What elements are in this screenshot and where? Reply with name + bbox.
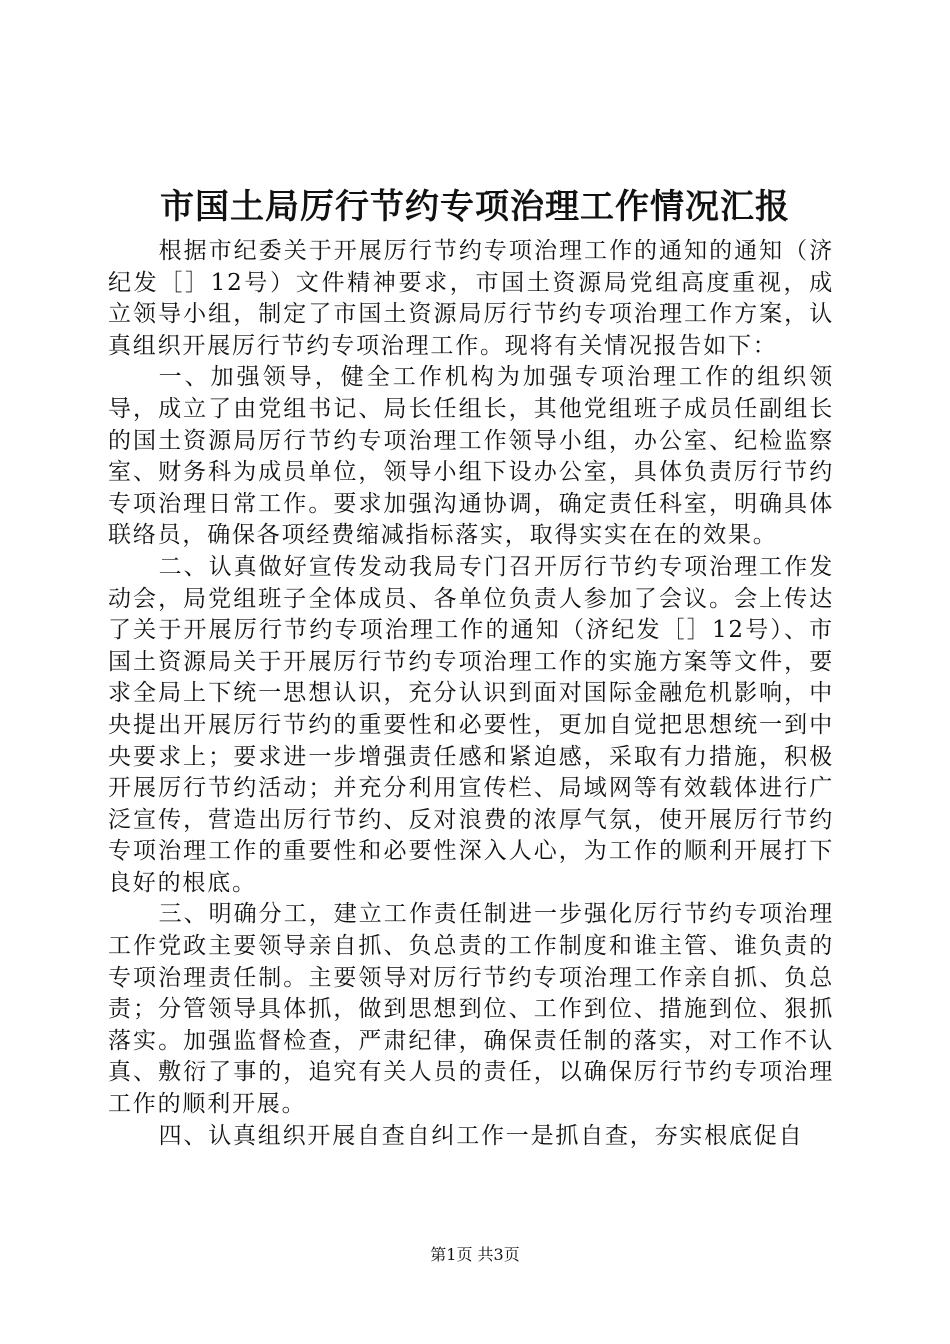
document-body	[108, 236, 834, 1152]
document-title: 市国土局厉行节约专项治理工作情况汇报	[160, 187, 790, 227]
page-number-footer: 第1页 共3页	[430, 1245, 520, 1264]
paragraph-section-1: 一、加强领导，健全工作机构为加强专项治理工作的组织领导，成立了由党组书记、局长任组长，其他党组班子成员任副组长的国土资源局厉行节约专项治理工作领导小组，办公室、纪检监察室、财务科为成员单位，领导小组下设办公室，具体负责厉行节约专项治理日常工作。要求加强沟通协调，确定责任科室，明确具体联络员，确保各项经费缩减指标落实，取得实实在在的效果。	[108, 364, 834, 549]
paragraph-section-4: 四、认真组织开展自查自纠工作一是抓自查，夯实根底促自	[158, 1122, 804, 1149]
paragraph-section-2: 二、认真做好宣传发动我局专门召开厉行节约专项治理工作发动会，局党组班子全体成员、各单位负责人参加了会议。会上传达了关于开展厉行节约专项治理工作的通知（济纪发［］12号）、市国土资源局关于开展厉行节约专项治理工作的实施方案等文件，要求全局上下统一思想认识，充分认识到面对国际金融危机影响，中央提出开展厉行节约的重要性和必要性，更加自觉把思想统一到中央要求上；要求进一步增强责任感和紧迫感，采取有力措施，积极开展厉行节约活动；并充分利用宣传栏、局域网等有效载体进行广泛宣传，营造出厉行节约、反对浪费的浓厚气氛，使开展厉行节约专项治理工作的重要性和必要性深入人心，为工作的顺利开展打下良好的根底。	[108, 553, 834, 896]
paragraph-section-3: 三、明确分工，建立工作责任制进一步强化厉行节约专项治理工作党政主要领导亲自抓、负总责的工作制度和谁主管、谁负责的专项治理责任制。主要领导对厉行节约专项治理工作亲自抓、负总责；分管领导具体抓，做到思想到位、工作到位、措施到位、狠抓落实。加强监督检查，严肃纪律，确保责任制的落实，对工作不认真、敷衍了事的，追究有关人员的责任，以确保厉行节约专项治理工作的顺利开展。	[108, 901, 834, 1118]
paragraph-intro: 根据市纪委关于开展厉行节约专项治理工作的通知的通知（济纪发［］12号）文件精神要求，市国土资源局党组高度重视，成立领导小组，制定了市国土资源局厉行节约专项治理工作方案，认真组织开展厉行节约专项治理工作。现将有关情况报告如下：	[108, 238, 834, 359]
